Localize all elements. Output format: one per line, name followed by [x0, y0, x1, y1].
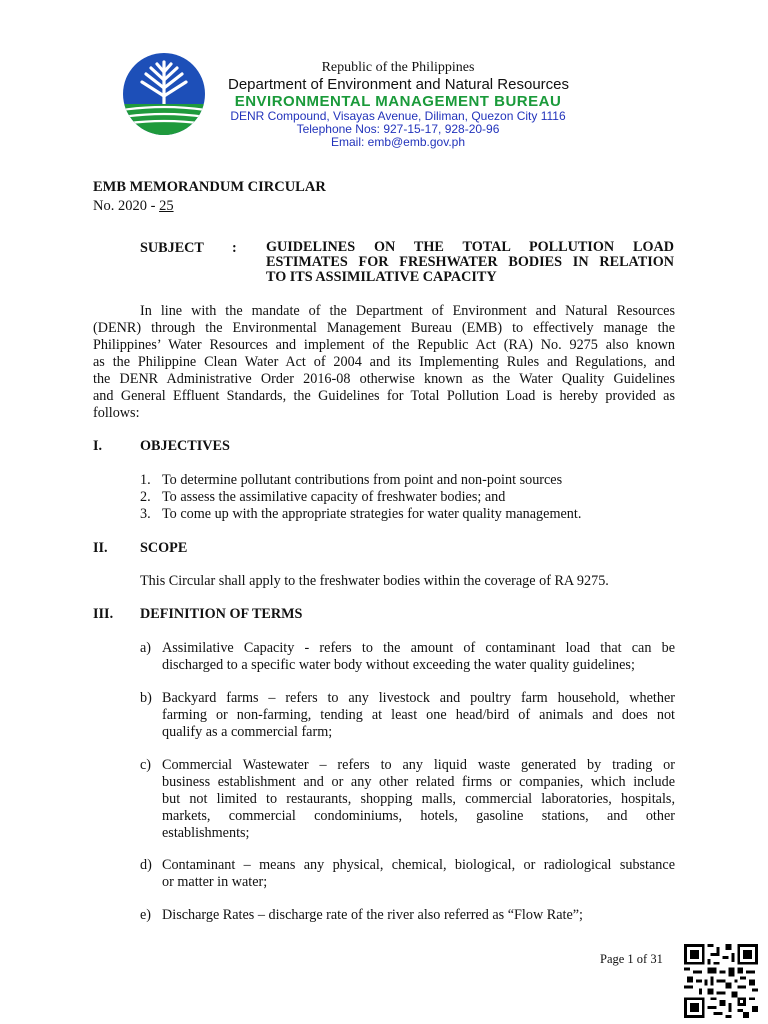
objective-text: To come up with the appropriate strategies for water quality management. [162, 506, 582, 522]
header-email: Email: emb@emb.gov.ph [330, 135, 465, 149]
subject-text [266, 240, 674, 285]
objective-number: 3. [140, 506, 151, 522]
intro-line: the DENR Administrative Order 2016-08 otherwise known as the Water Quality Guidelines [93, 371, 675, 387]
definition-line: but not limited to restaurants, shopping malls, commercial laboratories, hospitals, [162, 791, 675, 807]
definition-letter: d) [140, 857, 152, 873]
denr-emb-logo-icon [122, 52, 206, 136]
definition-line: Backyard farms – refers to any livestock and poultry farm household, whether [162, 690, 675, 706]
page-number: Page 1 of 31 [600, 952, 663, 966]
memo-number-prefix: No. 2020 - [93, 198, 160, 214]
header-department: Department of Environment and Natural Resources [228, 76, 570, 93]
subject-colon: : [232, 240, 237, 256]
section-objectives-title: OBJECTIVES [140, 438, 230, 454]
definition-line: Assimilative Capacity - refers to the amount of contaminant load that can be [162, 640, 675, 656]
memo-number [93, 198, 174, 215]
intro-line: (DENR) through the Environmental Management Bureau (EMB) to effectively manage the [93, 320, 675, 336]
definition-letter: a) [140, 640, 152, 656]
definition-line: discharged to a specific water body without exceeding the water quality guidelines; [162, 657, 635, 673]
memo-number-value: 25 [159, 198, 174, 214]
intro-line: Philippines’ Water Resources and implement of the Republic Act (RA) No. 9275 also known [93, 337, 675, 353]
definition-line: Commercial Wastewater – refers to any liquid waste generated by trading or [162, 757, 675, 773]
definition-item [140, 907, 675, 924]
section-objectives-number: I. [93, 438, 103, 454]
objective-item [140, 506, 581, 523]
objective-number: 1. [140, 472, 151, 488]
section-scope-number: II. [93, 540, 108, 556]
memo-title: EMB MEMORANDUM CIRCULAR [93, 179, 326, 195]
objective-item [140, 489, 505, 506]
definition-line: Discharge Rates – discharge rate of the river also referred as “Flow Rate”; [162, 907, 583, 923]
definition-item [140, 640, 675, 674]
definition-item [140, 757, 675, 842]
definition-line: business establishment and or any other related firms or companies, which include [162, 774, 675, 790]
definition-line: or matter in water; [162, 874, 268, 890]
definition-line: establishments; [162, 825, 250, 841]
scope-text: This Circular shall apply to the freshwater bodies within the coverage of RA 9275. [140, 573, 609, 589]
header-telephone: Telephone Nos: 927-15-17, 928-20-96 [296, 122, 500, 136]
intro-line: and General Effluent Standards, the Guidelines for Total Pollution Load is hereby provided as [93, 388, 675, 404]
definition-item [140, 690, 675, 741]
intro-line: as the Philippine Clean Water Act of 2004 and its Implementing Rules and Regulations, and [93, 354, 675, 370]
section-definitions-number: III. [93, 606, 114, 622]
definition-letter: e) [140, 907, 152, 923]
intro-line: In line with the mandate of the Department of Environment and Natural Resources [140, 303, 675, 319]
definition-letter: c) [140, 757, 152, 773]
section-definitions-title: DEFINITION OF TERMS [140, 606, 303, 622]
definition-letter: b) [140, 690, 152, 706]
subject-line: GUIDELINES ON THE TOTAL POLLUTION LOAD [266, 239, 674, 255]
header-address: DENR Compound, Visayas Avenue, Diliman, Quezon City 1116 [230, 109, 566, 123]
header-bureau: ENVIRONMENTAL MANAGEMENT BUREAU [234, 93, 562, 110]
definition-item [140, 857, 675, 891]
definition-line: farming or non-farming, tending at least one head/bird of animals and does not [162, 707, 675, 723]
objective-number: 2. [140, 489, 151, 505]
definition-line: markets, commercial condominiums, hotels, gasoline stations, and other [162, 808, 675, 824]
definition-line: Contaminant – means any physical, chemical, biological, or radiological substance [162, 857, 675, 873]
subject-line: TO ITS ASSIMILATIVE CAPACITY [266, 269, 497, 285]
subject-label: SUBJECT [140, 240, 204, 256]
objective-text: To assess the assimilative capacity of freshwater bodies; and [162, 489, 506, 505]
section-scope-title: SCOPE [140, 540, 188, 556]
objective-text: To determine pollutant contributions from point and non-point sources [162, 472, 563, 488]
definition-line: qualify as a commercial farm; [162, 724, 333, 740]
intro-paragraph [93, 303, 675, 422]
qr-code-icon [684, 944, 758, 1018]
intro-line: follows: [93, 405, 140, 421]
objective-item [140, 472, 562, 489]
header-republic: Republic of the Philippines [321, 60, 475, 75]
subject-line: ESTIMATES FOR FRESHWATER BODIES IN RELATION [266, 254, 674, 270]
